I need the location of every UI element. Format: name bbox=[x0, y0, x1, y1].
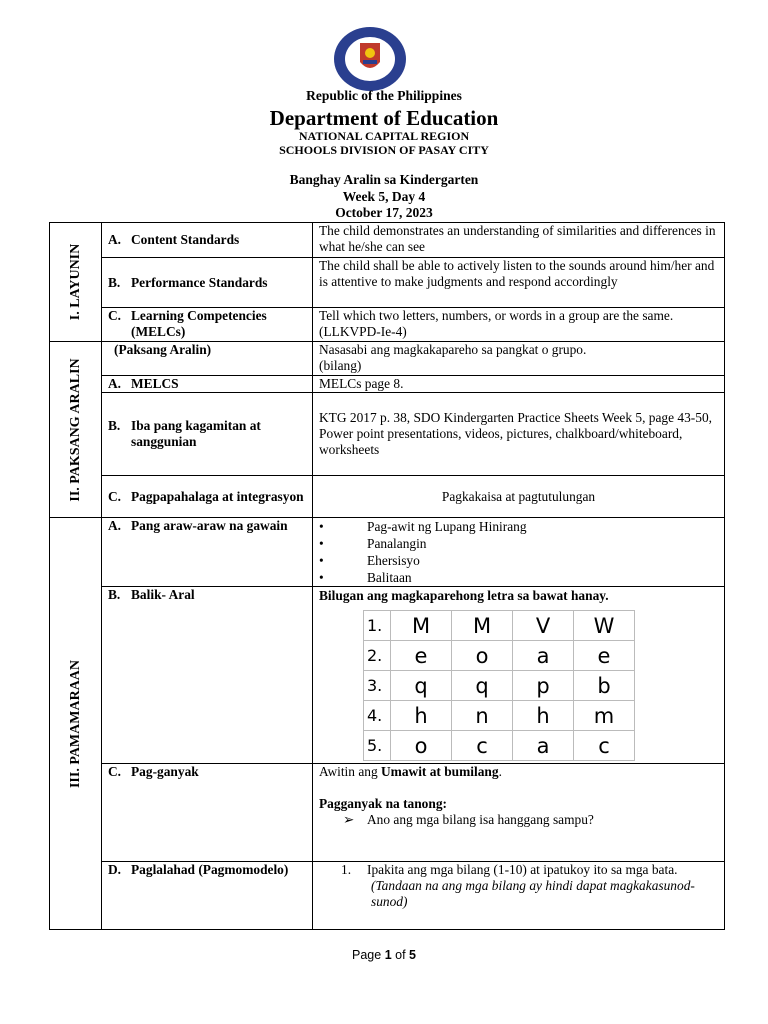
section-paksang-aralin bbox=[50, 342, 102, 518]
grid-cell: o bbox=[452, 641, 513, 671]
grid-cell: W bbox=[574, 611, 635, 641]
footer-total-pages: 5 bbox=[409, 948, 416, 962]
balik-aral-label: Balik- Aral bbox=[131, 587, 195, 602]
pang-araw-araw-label: Pang araw-araw na gawain bbox=[131, 518, 288, 533]
question-text: Ano ang mga bilang isa hanggang sampu? bbox=[367, 812, 594, 827]
row-letter: C. bbox=[108, 308, 122, 323]
plan-title: Banghay Aralin sa Kindergarten bbox=[289, 172, 479, 187]
table-row bbox=[50, 518, 725, 587]
song-title: Umawit at bumilang bbox=[381, 764, 499, 779]
table-row bbox=[50, 308, 725, 342]
letter-grid bbox=[363, 610, 635, 761]
table-row bbox=[50, 393, 725, 476]
lesson-plan-table bbox=[49, 222, 725, 930]
grid-cell: c bbox=[574, 731, 635, 761]
performance-standards-text: The child shall be able to actively listen to the sounds around him/her and is attentive to make judgments and respond accordingly bbox=[319, 258, 715, 289]
list-item bbox=[319, 518, 718, 535]
list-item-text: Balitaan bbox=[367, 570, 412, 585]
grid-cell: a bbox=[513, 731, 574, 761]
learning-competencies-label: Learning Competencies (MELCs) bbox=[131, 308, 267, 339]
list-item-text: Ehersisyo bbox=[367, 553, 420, 568]
table-row bbox=[50, 476, 725, 518]
section-label: III. PAMAMARAAN bbox=[67, 659, 83, 788]
division-text: SCHOOLS DIVISION OF PASAY CITY bbox=[279, 143, 489, 157]
pag-ganyak-prefix: Awitin ang bbox=[319, 764, 381, 779]
department-title: Department of Education bbox=[269, 106, 499, 130]
grid-cell: o bbox=[391, 731, 452, 761]
bullet: • bbox=[319, 536, 324, 551]
section-pamamaraan bbox=[50, 518, 102, 930]
grid-row bbox=[364, 701, 635, 731]
grid-cell: q bbox=[391, 671, 452, 701]
grid-cell: e bbox=[574, 641, 635, 671]
row-letter: B. bbox=[108, 274, 121, 290]
balik-aral-instruction: Bilugan ang magkaparehong letra sa bawat hanay. bbox=[319, 588, 609, 603]
content-standards-text: The child demonstrates an understanding of similarities and differences in what he/she can see bbox=[319, 223, 716, 254]
content-standards-label: Content Standards bbox=[131, 232, 240, 247]
footer-of-word: of bbox=[395, 948, 406, 962]
grid-cell: a bbox=[513, 641, 574, 671]
question-heading: Pagganyak na tanong: bbox=[319, 796, 447, 811]
grid-row-number: 4. bbox=[364, 701, 391, 731]
bullet: • bbox=[319, 519, 324, 534]
table-row bbox=[50, 342, 725, 376]
paglalahad-label: Paglalahad (Pagmomodelo) bbox=[131, 862, 289, 877]
paksang-aralin-subtext: (bilang) bbox=[319, 358, 362, 373]
pagpapahalaga-label: Pagpapahalaga at integrasyon bbox=[131, 488, 304, 504]
paglalahad-text: Ipakita ang mga bilang (1-10) at ipatukoy ito sa mga bata. bbox=[367, 862, 678, 877]
table-row bbox=[50, 764, 725, 862]
grid-row-number: 2. bbox=[364, 641, 391, 671]
list-item bbox=[343, 812, 718, 828]
list-item bbox=[319, 552, 718, 569]
pag-ganyak-label: Pag-ganyak bbox=[131, 764, 199, 779]
table-row bbox=[50, 587, 725, 764]
grid-cell: p bbox=[513, 671, 574, 701]
grid-row bbox=[364, 641, 635, 671]
grid-cell: M bbox=[452, 611, 513, 641]
row-letter: A. bbox=[108, 518, 122, 533]
row-letter: A. bbox=[108, 376, 122, 391]
grid-row bbox=[364, 671, 635, 701]
row-letter: B. bbox=[108, 587, 121, 602]
grid-row-number: 5. bbox=[364, 731, 391, 761]
deped-seal-logo bbox=[333, 26, 407, 92]
footer-page-word: Page bbox=[352, 948, 382, 962]
row-letter: D. bbox=[108, 862, 122, 877]
list-item-text: Pag-awit ng Lupang Hinirang bbox=[367, 519, 527, 534]
pag-ganyak-suffix: . bbox=[498, 764, 502, 779]
grid-cell: h bbox=[513, 701, 574, 731]
paksang-aralin-label: (Paksang Aralin) bbox=[114, 342, 212, 357]
pagpapahalaga-text: Pagkakaisa at pagtutulungan bbox=[441, 488, 596, 504]
grid-cell: h bbox=[391, 701, 452, 731]
row-letter: C. bbox=[108, 764, 122, 779]
paglalahad-note: (Tandaan na ang mga bilang ay hindi dapat magkakasunod-sunod) bbox=[371, 878, 695, 909]
row-letter: C. bbox=[108, 488, 122, 504]
table-row bbox=[50, 862, 725, 930]
page-footer bbox=[0, 948, 768, 962]
section-label: II. PAKSANG ARALIN bbox=[67, 357, 83, 502]
list-item bbox=[341, 862, 718, 910]
table-row bbox=[50, 258, 725, 308]
pag-ganyak-text bbox=[319, 764, 718, 780]
list-number: 1. bbox=[341, 862, 352, 877]
performance-standards-label: Performance Standards bbox=[131, 274, 268, 290]
week-day: Week 5, Day 4 bbox=[342, 189, 426, 204]
grid-cell: m bbox=[574, 701, 635, 731]
table-row bbox=[50, 376, 725, 393]
list-item bbox=[319, 535, 718, 552]
grid-row bbox=[364, 611, 635, 641]
grid-cell: V bbox=[513, 611, 574, 641]
bullet: • bbox=[319, 553, 324, 568]
grid-cell: M bbox=[391, 611, 452, 641]
region-text: NATIONAL CAPITAL REGION bbox=[298, 129, 470, 143]
row-letter: B. bbox=[108, 418, 121, 433]
section-layunin bbox=[50, 223, 102, 342]
grid-cell: b bbox=[574, 671, 635, 701]
bullet: • bbox=[319, 570, 324, 585]
grid-row-number: 3. bbox=[364, 671, 391, 701]
grid-row bbox=[364, 731, 635, 761]
daily-routine-list bbox=[319, 518, 718, 586]
arrow-bullet-icon: ➢ bbox=[343, 812, 355, 827]
table-row bbox=[50, 223, 725, 258]
section-label: I. LAYUNIN bbox=[67, 243, 83, 321]
grid-cell: c bbox=[452, 731, 513, 761]
melcs-label: MELCS bbox=[131, 376, 179, 391]
row-letter: A. bbox=[108, 232, 122, 247]
list-item-text: Panalangin bbox=[367, 536, 427, 551]
republic-text: Republic of the Philippines bbox=[306, 88, 462, 103]
paksang-aralin-text: Nasasabi ang magkakapareho sa pangkat o grupo. bbox=[319, 342, 587, 357]
grid-row-number: 1. bbox=[364, 611, 391, 641]
lesson-date: October 17, 2023 bbox=[335, 205, 433, 220]
grid-cell: q bbox=[452, 671, 513, 701]
learning-competencies-text: Tell which two letters, numbers, or words in a group are the same. (LLKVPD-Ie-4) bbox=[319, 308, 674, 339]
melcs-text: MELCs page 8. bbox=[319, 376, 404, 391]
grid-cell: n bbox=[452, 701, 513, 731]
footer-current-page: 1 bbox=[384, 948, 392, 962]
iba-pang-kagamitan-text: KTG 2017 p. 38, SDO Kindergarten Practice Sheets Week 5, page 43-50, Power point presentations, videos, pictures, chalkboard/whiteboard, worksheets bbox=[319, 410, 712, 457]
iba-pang-kagamitan-label: Iba pang kagamitan at sanggunian bbox=[131, 418, 261, 449]
list-item bbox=[319, 569, 718, 586]
grid-cell: e bbox=[391, 641, 452, 671]
